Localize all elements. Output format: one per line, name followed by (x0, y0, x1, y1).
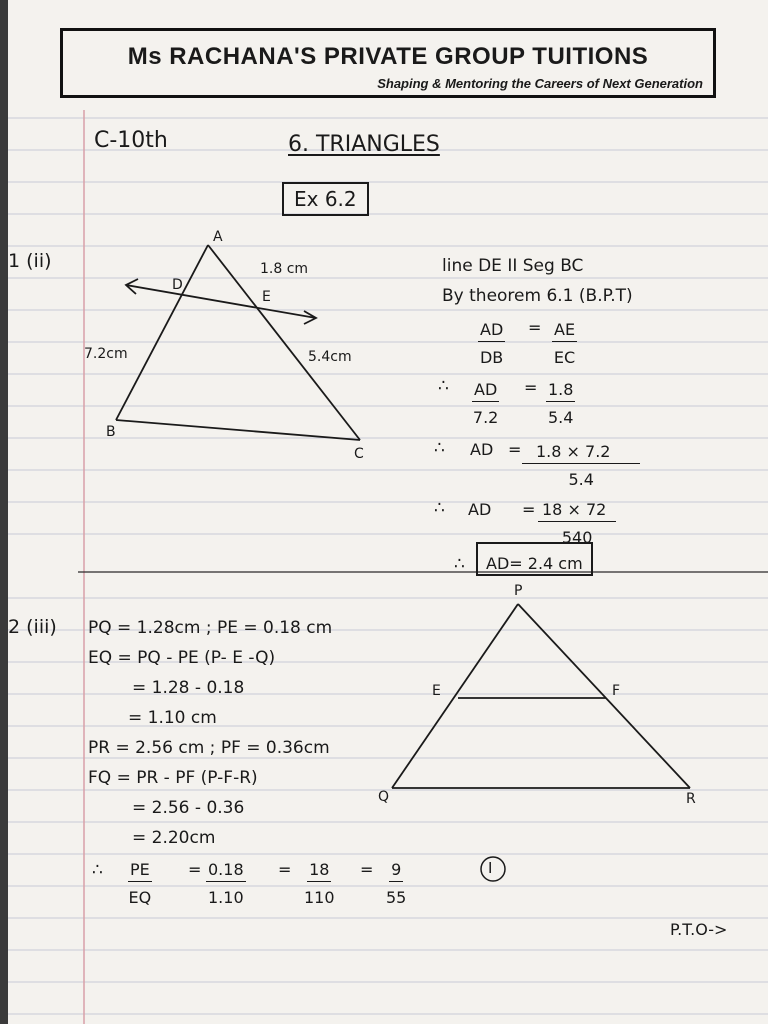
q2-line-6: FQ = PR - PF (P-F-R) (88, 768, 258, 788)
pto-note: P.T.O-> (670, 920, 728, 939)
q2-line-5: PR = 2.56 cm ; PF = 0.36cm (88, 738, 330, 758)
therefore-symbol: ∴ (434, 438, 445, 458)
label-d: D (172, 277, 183, 293)
therefore-symbol: ∴ (92, 860, 103, 880)
label-e2: E (432, 683, 441, 699)
fraction-018-110: $\frac{0.18}{1.10}$ (208, 860, 244, 907)
label-p: P (514, 583, 523, 599)
fraction-18-110: $\frac{18}{110}$ (304, 860, 335, 907)
q2-line-7: = 2.56 - 0.36 (132, 798, 245, 818)
q2-line-1: PQ = 1.28cm ; PE = 0.18 cm (88, 618, 333, 638)
label-e: E (262, 289, 271, 305)
side-ae-length: 1.8 cm (260, 261, 309, 277)
label-f: F (612, 683, 621, 699)
therefore-symbol: ∴ (454, 554, 465, 574)
equals-sign: = (528, 318, 542, 337)
step4-left: AD (468, 500, 492, 519)
equals-sign: = (360, 860, 374, 879)
q2-line-2: EQ = PQ - PE (P- E -Q) (88, 648, 276, 668)
equals-sign: = (278, 860, 292, 879)
label-b: B (106, 424, 116, 440)
equals-sign: = (522, 500, 536, 519)
q2-line-4: = 1.10 cm (128, 708, 217, 728)
fraction-pe-eq: $\frac{PE}{EQ}$ (128, 860, 152, 907)
label-a: A (213, 229, 223, 245)
class-label: C-10th (94, 128, 168, 153)
circle-marker-label: I (488, 859, 493, 877)
q2-line-3: = 1.28 - 0.18 (132, 678, 245, 698)
exercise-label: Ex 6.2 (282, 182, 369, 216)
side-db-length: 7.2cm (84, 346, 128, 362)
label-r: R (686, 791, 696, 807)
q1-given: line DE II Seg BC (442, 256, 584, 276)
notebook-page (8, 0, 768, 1024)
fraction-ad-72: $\frac{AD}{7.2}$ (472, 380, 499, 427)
chapter-title: 6. TRIANGLES (288, 132, 440, 157)
fraction-step3: $\frac{1.8 \times 7.2}{5.4}$ (522, 442, 640, 489)
side-pr (518, 604, 690, 788)
q1-theorem: By theorem 6.1 (B.P.T) (442, 286, 633, 306)
q2-number: 2 (iii) (8, 616, 57, 638)
q1-number: 1 (ii) (8, 250, 52, 272)
side-pq (392, 604, 518, 788)
therefore-symbol: ∴ (434, 498, 445, 518)
fraction-18-54: $\frac{1.8}{5.4}$ (548, 380, 574, 427)
equals-sign: = (188, 860, 202, 879)
label-c: C (354, 446, 364, 462)
fraction-step4: $\frac{18 \times 72}{540}$ (538, 500, 616, 547)
header-title: Ms RACHANA'S PRIVATE GROUP TUITIONS (127, 43, 649, 70)
label-q: Q (378, 789, 390, 805)
therefore-symbol: ∴ (438, 376, 449, 396)
q2-line-8: = 2.20cm (132, 828, 216, 848)
fraction-ad-db: $\frac{AD}{DB}$ (479, 320, 504, 367)
side-ec-length: 5.4cm (308, 349, 352, 365)
fraction-9-55: $\frac{9}{55}$ (386, 860, 407, 907)
q1-answer-box: AD= 2.4 cm (476, 542, 593, 576)
circle-marker (481, 857, 505, 881)
fraction-ae-ec: $\frac{AE}{EC}$ (553, 320, 576, 367)
header-tagline: Shaping & Mentoring the Careers of Next Generation (377, 76, 703, 91)
step3-left: AD (470, 440, 494, 459)
equals-sign: = (508, 440, 522, 459)
equals-sign: = (524, 378, 538, 397)
